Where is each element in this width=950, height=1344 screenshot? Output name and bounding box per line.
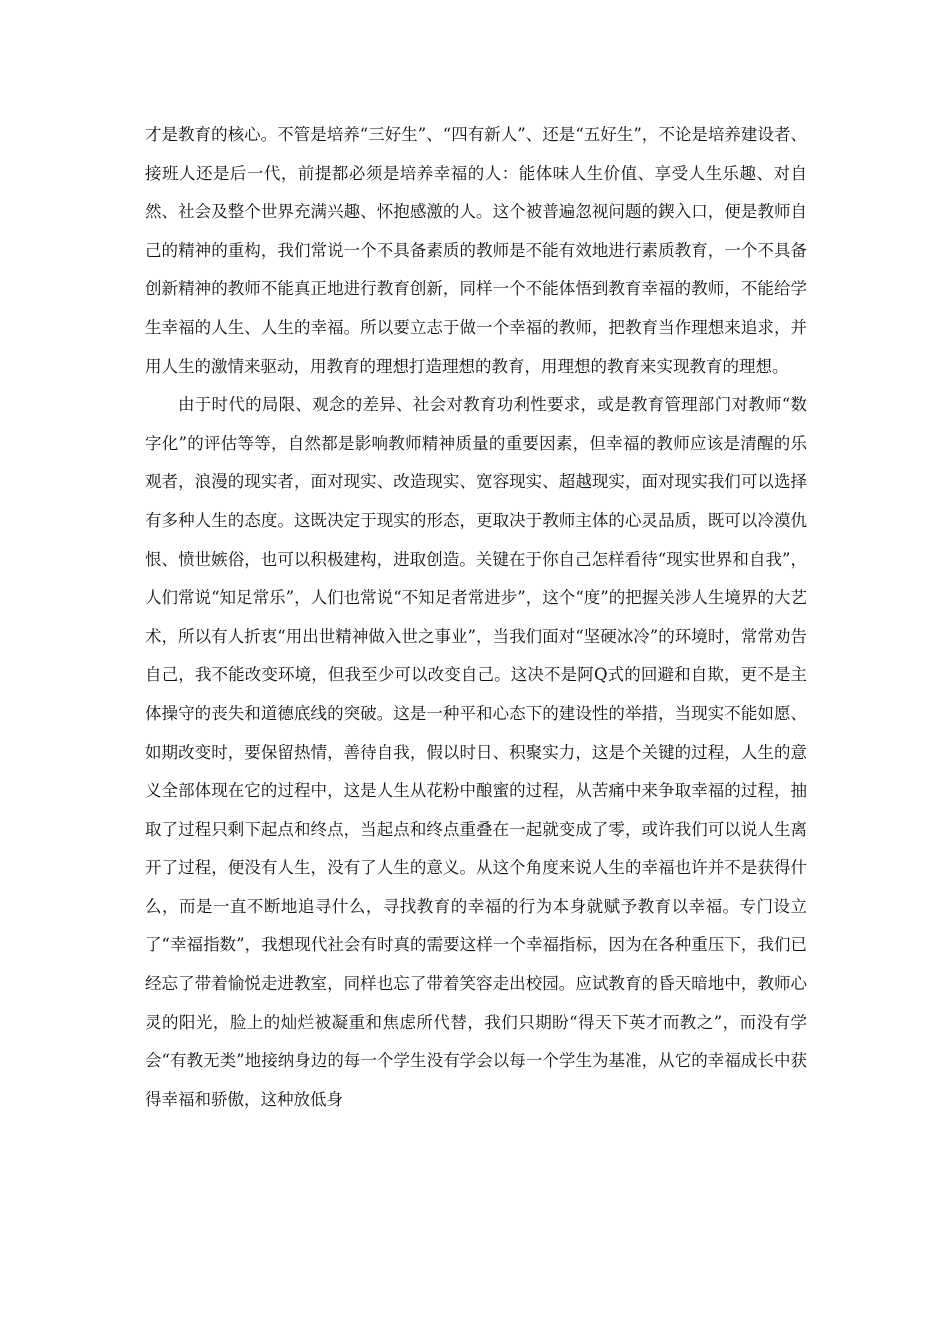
paragraph-continuation: 才是教育的核心。不管是培养“三好生”、“四有新人”、还是“五好生”，不论是培养建设者、接班人还是后一代，前提都必须是培养幸福的人：能体味人生价值、享受人生乐趣、对自然、社会及整个世界充满兴趣、怀抱感激的人。这个被普遍忽视问题的鍥入口，便是教师自己的精神的重构，我们常说一个不具备素质的教师是不能有效地进行素质教育，一个不具备创新精神的教师不能真正地进行教育创新，同样一个不能体悟到教育幸福的教师，不能给学生幸福的人生、人生的幸福。所以要立志于做一个幸福的教师，把教育当作理想来追求，并用人生的激情来驱动，用教育的理想打造理想的教育，用理想的教育来实现教育的理想。 — [145, 125, 807, 376]
paragraph-reality: 由于时代的局限、观念的差异、社会对教育功利性要求，或是教育管理部门对教师“数字化”的评估等等，自然都是影响教师精神质量的重要因素，但幸福的教师应该是清醒的乐观者，浪漫的现实者，面对现实、改造现实、宽容现实、超越现实，面对现实我们可以选择有多种人生的态度。这既决定于现实的形态，更取决于教师主体的心灵品质，既可以冷漠仇恨、愤世嫉俗，也可以积极建构，进取创造。关键在于你自己怎样看待“现实世界和自我”，人们常说“知足常乐”，人们也常说“不知足者常进步”，这个“度”的把握关涉人生境界的大艺术，所以有人折衷“用出世精神做入世之事业”，当我们面对“坚硬冰冷”的环境时，常常劝告自己，我不能改变环境，但我至少可以改变自己。这决不是阿Q式的回避和自欺，更不是主体操守的丧失和道德底线的突破。这是一种平和心态下的建设性的举措，当现实不能如愿、如期改变时，要保留热情，善待自我，假以时日、积聚实力，这是个关键的过程，人生的意义全部体现在它的过程中，这是人生从花粉中酿蜜的过程，从苦痛中来争取幸福的过程，抽取了过程只剩下起点和终点，当起点和终点重叠在一起就变成了零，或许我们可以说人生离开了过程，便没有人生，没有了人生的意义。从这个角度来说人生的幸福也许并不是获得什么，而是一直不断地追寻什么，寻找教育的幸福的行为本身就赋予教育以幸福。专门设立了“幸福指数”，我想现代社会有时真的需要这样一个幸福指标，因为在各种重压下，我们已经忘了带着愉悦走进教室，同样也忘了带着笑容走出校园。应试教育的昏天暗地中，教师心灵的阳光，脸上的灿烂被凝重和焦虑所代替，我们只期盼“得天下英才而教之”，而没有学会“有教无类”地接纳身边的每一个学生没有学会以每一个学生为基准，从它的幸福成长中获得幸福和骄傲，这种放低身 — [145, 395, 807, 1109]
document-body — [145, 116, 807, 1119]
